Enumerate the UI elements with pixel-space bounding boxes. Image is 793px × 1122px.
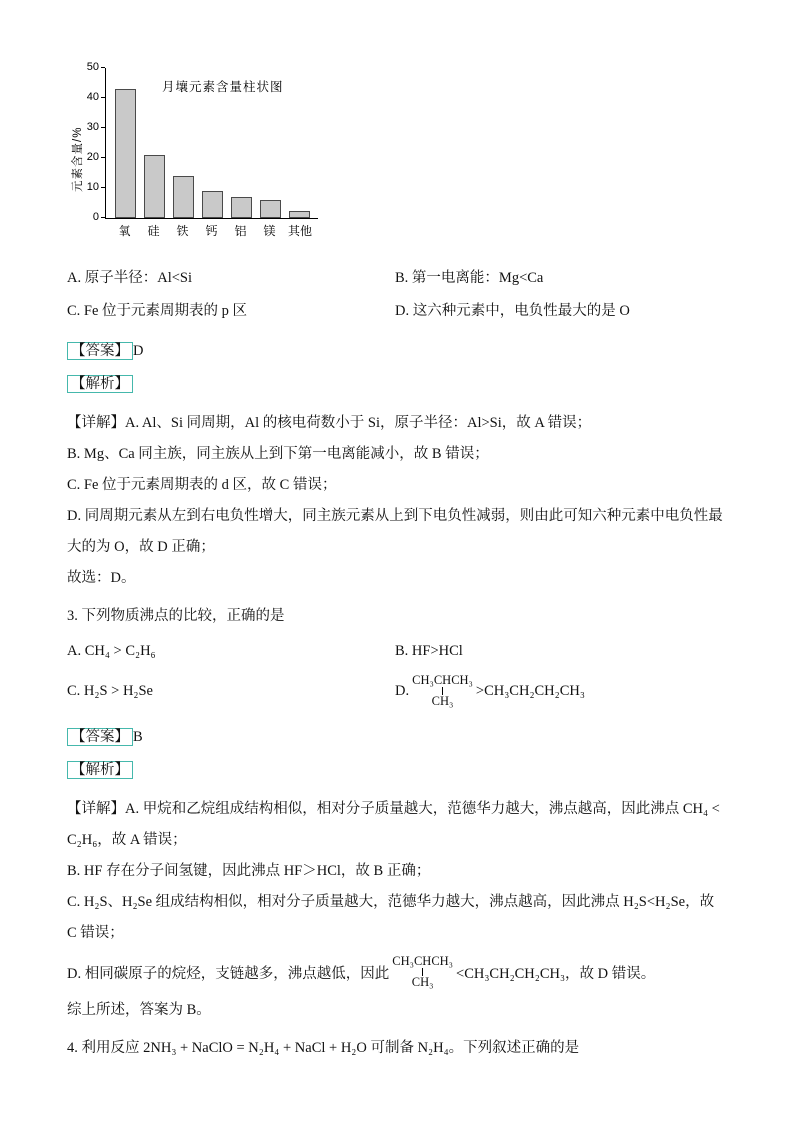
q3-analysis-line: [67, 754, 727, 787]
q2-detail-line: D. 同周期元素从左到右电负性增大，同主族元素从上到下电负性减弱，则由此可知六种元素中电负性最大的为 O，故 D 正确；: [67, 508, 723, 555]
y-tick-mark: [101, 157, 105, 158]
y-tick-label: 10: [86, 181, 99, 193]
q3-option-a: A. CH₄ > C₂H₆: [67, 643, 156, 659]
q3-conclusion: 综上所述，答案为 B。: [67, 1002, 211, 1018]
chart-x-labels: [105, 222, 317, 239]
chart-y-axis-label: 元素含量/%: [72, 126, 84, 192]
y-tick-label: 20: [86, 151, 99, 163]
x-tick-label: 其他: [288, 224, 313, 238]
x-tick-label: 镁: [263, 224, 276, 238]
q3-detail-d-comparison: <CH₃CH₂CH₂CH₃，故 D 错误。: [456, 965, 656, 982]
q2-analysis-label: 【解析】: [67, 375, 133, 393]
chart-bars: [106, 89, 310, 218]
q2-options-row-cd: [67, 295, 727, 328]
q3-detail-d-text: D. 相同碳原子的烷烃，支链越多，沸点越低，因此: [67, 965, 390, 982]
q2-detail-line: 故选：D。: [67, 570, 136, 586]
structure-top-row: CH₃CHCH₃: [412, 672, 473, 687]
chart-bar: [260, 200, 281, 218]
chart-bar: [173, 176, 194, 218]
structure-bottom-row: CH₃: [431, 694, 454, 708]
chart-bar: [144, 155, 165, 218]
x-tick-label: 铁: [176, 224, 189, 238]
y-tick-mark: [101, 67, 105, 68]
q3-answer-label: 【答案】: [67, 728, 133, 746]
q3-option-b: B. HF>HCl: [395, 643, 463, 659]
q3-title: 3. 下列物质沸点的比较，正确的是: [67, 608, 285, 624]
q3-option-d-comparison: >CH₃CH₂CH₂CH₃: [475, 682, 585, 699]
y-tick-label: 30: [86, 121, 99, 133]
q2-detail-line: 【详解】A. Al、Si 同周期，Al 的核电荷数小于 Si，原子半径：Al>Si，故 A 错误；: [67, 415, 592, 431]
isobutane-structure: [412, 674, 473, 708]
q2-answer-label: 【答案】: [67, 342, 133, 360]
structure-top-row: CH₃CHCH₃: [392, 953, 454, 968]
q2-option-b: B. 第一电离能：Mg<Ca: [395, 270, 544, 286]
y-tick-mark: [101, 187, 105, 188]
chart-bar: [202, 191, 223, 218]
q2-option-a: A. 原子半径：Al<Si: [67, 270, 192, 286]
y-tick-label: 50: [86, 61, 99, 73]
x-tick-label: 钙: [205, 224, 218, 238]
structure-bottom-row: CH₃: [411, 975, 434, 989]
q2-option-d: D. 这六种元素中，电负性最大的是 O: [395, 303, 630, 319]
chart-title: 月壤元素含量柱状图: [162, 80, 284, 94]
q2-answer-line: [67, 335, 727, 368]
element-content-bar-chart: [69, 62, 349, 250]
y-tick-mark: [101, 217, 105, 218]
q2-options-row-ab: [67, 262, 727, 295]
x-tick-label: 硅: [147, 224, 160, 238]
q3-option-c: C. H₂S > H₂Se: [67, 682, 153, 699]
q3-detail-c: C. H₂S、H₂Se 组成结构相似，相对分子质量越大，范德华力越大，沸点越高，因此沸点 H₂S<H₂Se，故 C 错误；: [67, 894, 715, 941]
q3-detail-a: 【详解】A. 甲烷和乙烷组成结构相似，相对分子质量越大，范德华力越大，沸点越高，因此沸点 CH₄ < C₂H₆，故 A 错误；: [67, 801, 720, 848]
y-tick-label: 0: [92, 211, 99, 223]
chart-plot: [86, 61, 318, 223]
q3-detail-d: [67, 949, 727, 995]
x-tick-label: 氧: [118, 224, 131, 238]
y-tick-label: 40: [86, 91, 99, 103]
q3-answer-line: [67, 721, 727, 754]
q3-options-row-cd: [67, 668, 727, 714]
chart-bar: [231, 197, 252, 218]
q2-detail-line: B. Mg、Ca 同主族，同主族从上到下第一电离能减小，故 B 错误；: [67, 446, 489, 462]
y-tick-mark: [101, 97, 105, 98]
q3-analysis-label: 【解析】: [67, 761, 133, 779]
chart-bar: [115, 89, 136, 218]
q2-detail-line: C. Fe 位于元素周期表的 d 区，故 C 错误；: [67, 477, 337, 493]
q3-option-d: [395, 668, 585, 714]
q2-answer-value: D: [133, 343, 144, 359]
q3-answer-value: B: [133, 729, 143, 745]
q4-title: 4. 利用反应 2NH₃ + NaClO = N₂H₄ + NaCl + H₂O 可制备 N₂H₄。下列叙述正确的是: [67, 1040, 580, 1056]
q3-options-row-ab: [67, 635, 727, 668]
y-tick-mark: [101, 127, 105, 128]
chart-bar: [289, 211, 310, 219]
isobutane-structure: [392, 955, 453, 989]
q3-detail-b: B. HF 存在分子间氢键，因此沸点 HF＞HCl，故 B 正确；: [67, 863, 431, 879]
q3-option-d-label: D.: [395, 682, 410, 699]
x-tick-label: 铝: [234, 224, 247, 238]
q2-analysis-line: [67, 368, 727, 401]
q2-option-c: C. Fe 位于元素周期表的 p 区: [67, 303, 248, 319]
